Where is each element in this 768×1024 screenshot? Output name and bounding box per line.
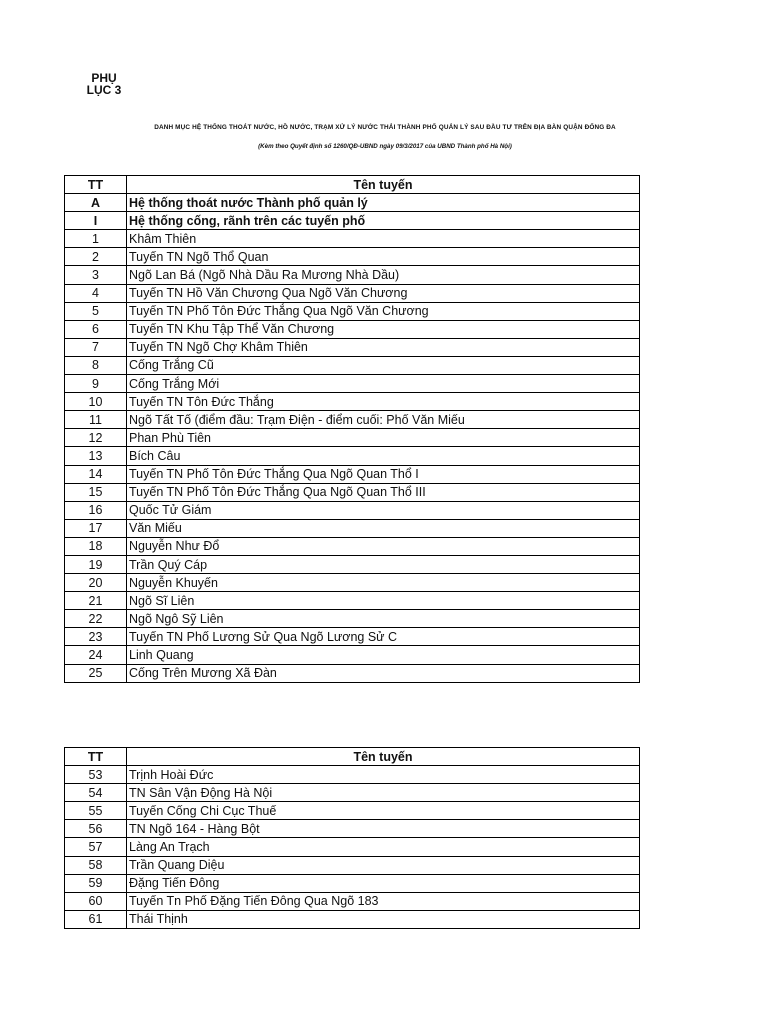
appendix-line-2: LỤC 3 <box>86 83 122 97</box>
route-name: Phan Phù Tiên <box>127 429 640 447</box>
table-row <box>65 338 640 356</box>
row-number: 6 <box>65 320 127 338</box>
route-table-1 <box>64 175 640 683</box>
table-row <box>65 320 640 338</box>
table-header-row <box>65 176 640 194</box>
route-name: Làng An Trạch <box>127 838 640 856</box>
table-row <box>65 230 640 248</box>
row-number: 3 <box>65 266 127 284</box>
table-row <box>65 501 640 519</box>
row-number: 20 <box>65 574 127 592</box>
row-number: 21 <box>65 592 127 610</box>
route-name: Cống Trắng Cũ <box>127 356 640 374</box>
row-number: 23 <box>65 628 127 646</box>
column-header-tt: TT <box>65 748 127 766</box>
table-body <box>65 194 640 683</box>
table-row <box>65 664 640 682</box>
table-row <box>65 838 640 856</box>
route-name: Quốc Tử Giám <box>127 501 640 519</box>
row-number: 17 <box>65 519 127 537</box>
table-row <box>65 356 640 374</box>
row-number: 4 <box>65 284 127 302</box>
table-row <box>65 393 640 411</box>
row-number: 15 <box>65 483 127 501</box>
route-name: Tuyến TN Phố Tôn Đức Thắng Qua Ngõ Văn Chương <box>127 302 640 320</box>
row-number: 58 <box>65 856 127 874</box>
route-name: Tuyến Tn Phố Đặng Tiến Đông Qua Ngõ 183 <box>127 892 640 910</box>
document-subtitle: (Kèm theo Quyết định số 1260/QĐ-UBND ngày 09/3/2017 của UBND Thành phố Hà Nội) <box>258 143 512 150</box>
row-number: 54 <box>65 784 127 802</box>
route-name: Nguyễn Khuyến <box>127 574 640 592</box>
route-name: Hệ thống cống, rãnh trên các tuyến phố <box>127 212 640 230</box>
row-number: 9 <box>65 375 127 393</box>
row-number: 12 <box>65 429 127 447</box>
route-name: TN Ngõ 164 - Hàng Bột <box>127 820 640 838</box>
row-number: 56 <box>65 820 127 838</box>
route-name: Tuyến TN Hồ Văn Chương Qua Ngõ Văn Chương <box>127 284 640 302</box>
appendix-line-1: PHỤ <box>91 71 117 85</box>
table-row <box>65 483 640 501</box>
route-name: Đặng Tiến Đông <box>127 874 640 892</box>
table-row <box>65 537 640 555</box>
route-name: TN Sân Vận Động Hà Nội <box>127 784 640 802</box>
route-name: Tuyến TN Ngõ Chợ Khâm Thiên <box>127 338 640 356</box>
table-row <box>65 592 640 610</box>
row-number: 18 <box>65 537 127 555</box>
route-name: Tuyến TN Phố Lương Sử Qua Ngõ Lương Sử C <box>127 628 640 646</box>
table-row <box>65 194 640 212</box>
row-number: 5 <box>65 302 127 320</box>
appendix-label <box>74 72 134 96</box>
route-name: Văn Miếu <box>127 519 640 537</box>
row-number: 8 <box>65 356 127 374</box>
route-table-2 <box>64 747 640 929</box>
row-number: 1 <box>65 230 127 248</box>
table-row <box>65 429 640 447</box>
row-number: 25 <box>65 664 127 682</box>
table-row <box>65 820 640 838</box>
route-name: Tuyến TN Phố Tôn Đức Thắng Qua Ngõ Quan Thổ III <box>127 483 640 501</box>
table-row <box>65 574 640 592</box>
table-body <box>65 766 640 929</box>
row-number: 19 <box>65 555 127 573</box>
row-number: 2 <box>65 248 127 266</box>
route-name: Trần Quang Diệu <box>127 856 640 874</box>
row-number: 60 <box>65 892 127 910</box>
document-title: DANH MỤC HỆ THỐNG THOÁT NƯỚC, HỒ NƯỚC, TRẠM XỬ LÝ NƯỚC THẢI THÀNH PHỐ QUẢN LÝ SAU ĐẦU TƯ TRÊN ĐỊA BÀN QUẬN ĐỐNG ĐA <box>154 124 616 131</box>
route-name: Tuyến TN Tôn Đức Thắng <box>127 393 640 411</box>
route-name: Cống Trên Mương Xã Đàn <box>127 664 640 682</box>
route-name: Tuyến TN Phố Tôn Đức Thắng Qua Ngõ Quan Thổ I <box>127 465 640 483</box>
row-number: 24 <box>65 646 127 664</box>
route-name: Tuyến TN Khu Tập Thể Văn Chương <box>127 320 640 338</box>
route-name: Ngõ Lan Bá (Ngõ Nhà Dầu Ra Mương Nhà Dầu) <box>127 266 640 284</box>
table-row <box>65 266 640 284</box>
row-number: 13 <box>65 447 127 465</box>
table-row <box>65 892 640 910</box>
row-number: 53 <box>65 766 127 784</box>
route-name: Trịnh Hoài Đức <box>127 766 640 784</box>
route-name: Hệ thống thoát nước Thành phố quản lý <box>127 194 640 212</box>
route-name: Ngõ Sĩ Liên <box>127 592 640 610</box>
route-name: Trần Quý Cáp <box>127 555 640 573</box>
table-row <box>65 628 640 646</box>
row-number: A <box>65 194 127 212</box>
route-name: Cống Trắng Mới <box>127 375 640 393</box>
route-name: Khâm Thiên <box>127 230 640 248</box>
table-row <box>65 910 640 928</box>
column-header-tt: TT <box>65 176 127 194</box>
table-row <box>65 802 640 820</box>
route-name: Bích Câu <box>127 447 640 465</box>
table-row <box>65 766 640 784</box>
table-row <box>65 465 640 483</box>
row-number: 57 <box>65 838 127 856</box>
row-number: 7 <box>65 338 127 356</box>
route-name: Thái Thịnh <box>127 910 640 928</box>
table-row <box>65 610 640 628</box>
row-number: 14 <box>65 465 127 483</box>
table-row <box>65 856 640 874</box>
table-header-row <box>65 748 640 766</box>
column-header-name: Tên tuyến <box>127 176 640 194</box>
table-row <box>65 555 640 573</box>
route-name: Ngõ Tất Tố (điểm đầu: Trạm Điện - điểm cuối: Phố Văn Miếu <box>127 411 640 429</box>
row-number: 55 <box>65 802 127 820</box>
route-name: Nguyễn Như Đổ <box>127 537 640 555</box>
row-number: 59 <box>65 874 127 892</box>
route-name: Tuyến Cống Chi Cục Thuế <box>127 802 640 820</box>
row-number: I <box>65 212 127 230</box>
row-number: 16 <box>65 501 127 519</box>
table-row <box>65 284 640 302</box>
row-number: 11 <box>65 411 127 429</box>
route-name: Tuyến TN Ngõ Thổ Quan <box>127 248 640 266</box>
table-row <box>65 302 640 320</box>
row-number: 22 <box>65 610 127 628</box>
table-row <box>65 375 640 393</box>
table-row <box>65 874 640 892</box>
row-number: 10 <box>65 393 127 411</box>
column-header-name: Tên tuyến <box>127 748 640 766</box>
table-row <box>65 447 640 465</box>
table-row <box>65 519 640 537</box>
table-row <box>65 248 640 266</box>
table-row <box>65 411 640 429</box>
table-row <box>65 646 640 664</box>
table-row <box>65 212 640 230</box>
row-number: 61 <box>65 910 127 928</box>
table-row <box>65 784 640 802</box>
route-name: Linh Quang <box>127 646 640 664</box>
route-name: Ngõ Ngô Sỹ Liên <box>127 610 640 628</box>
